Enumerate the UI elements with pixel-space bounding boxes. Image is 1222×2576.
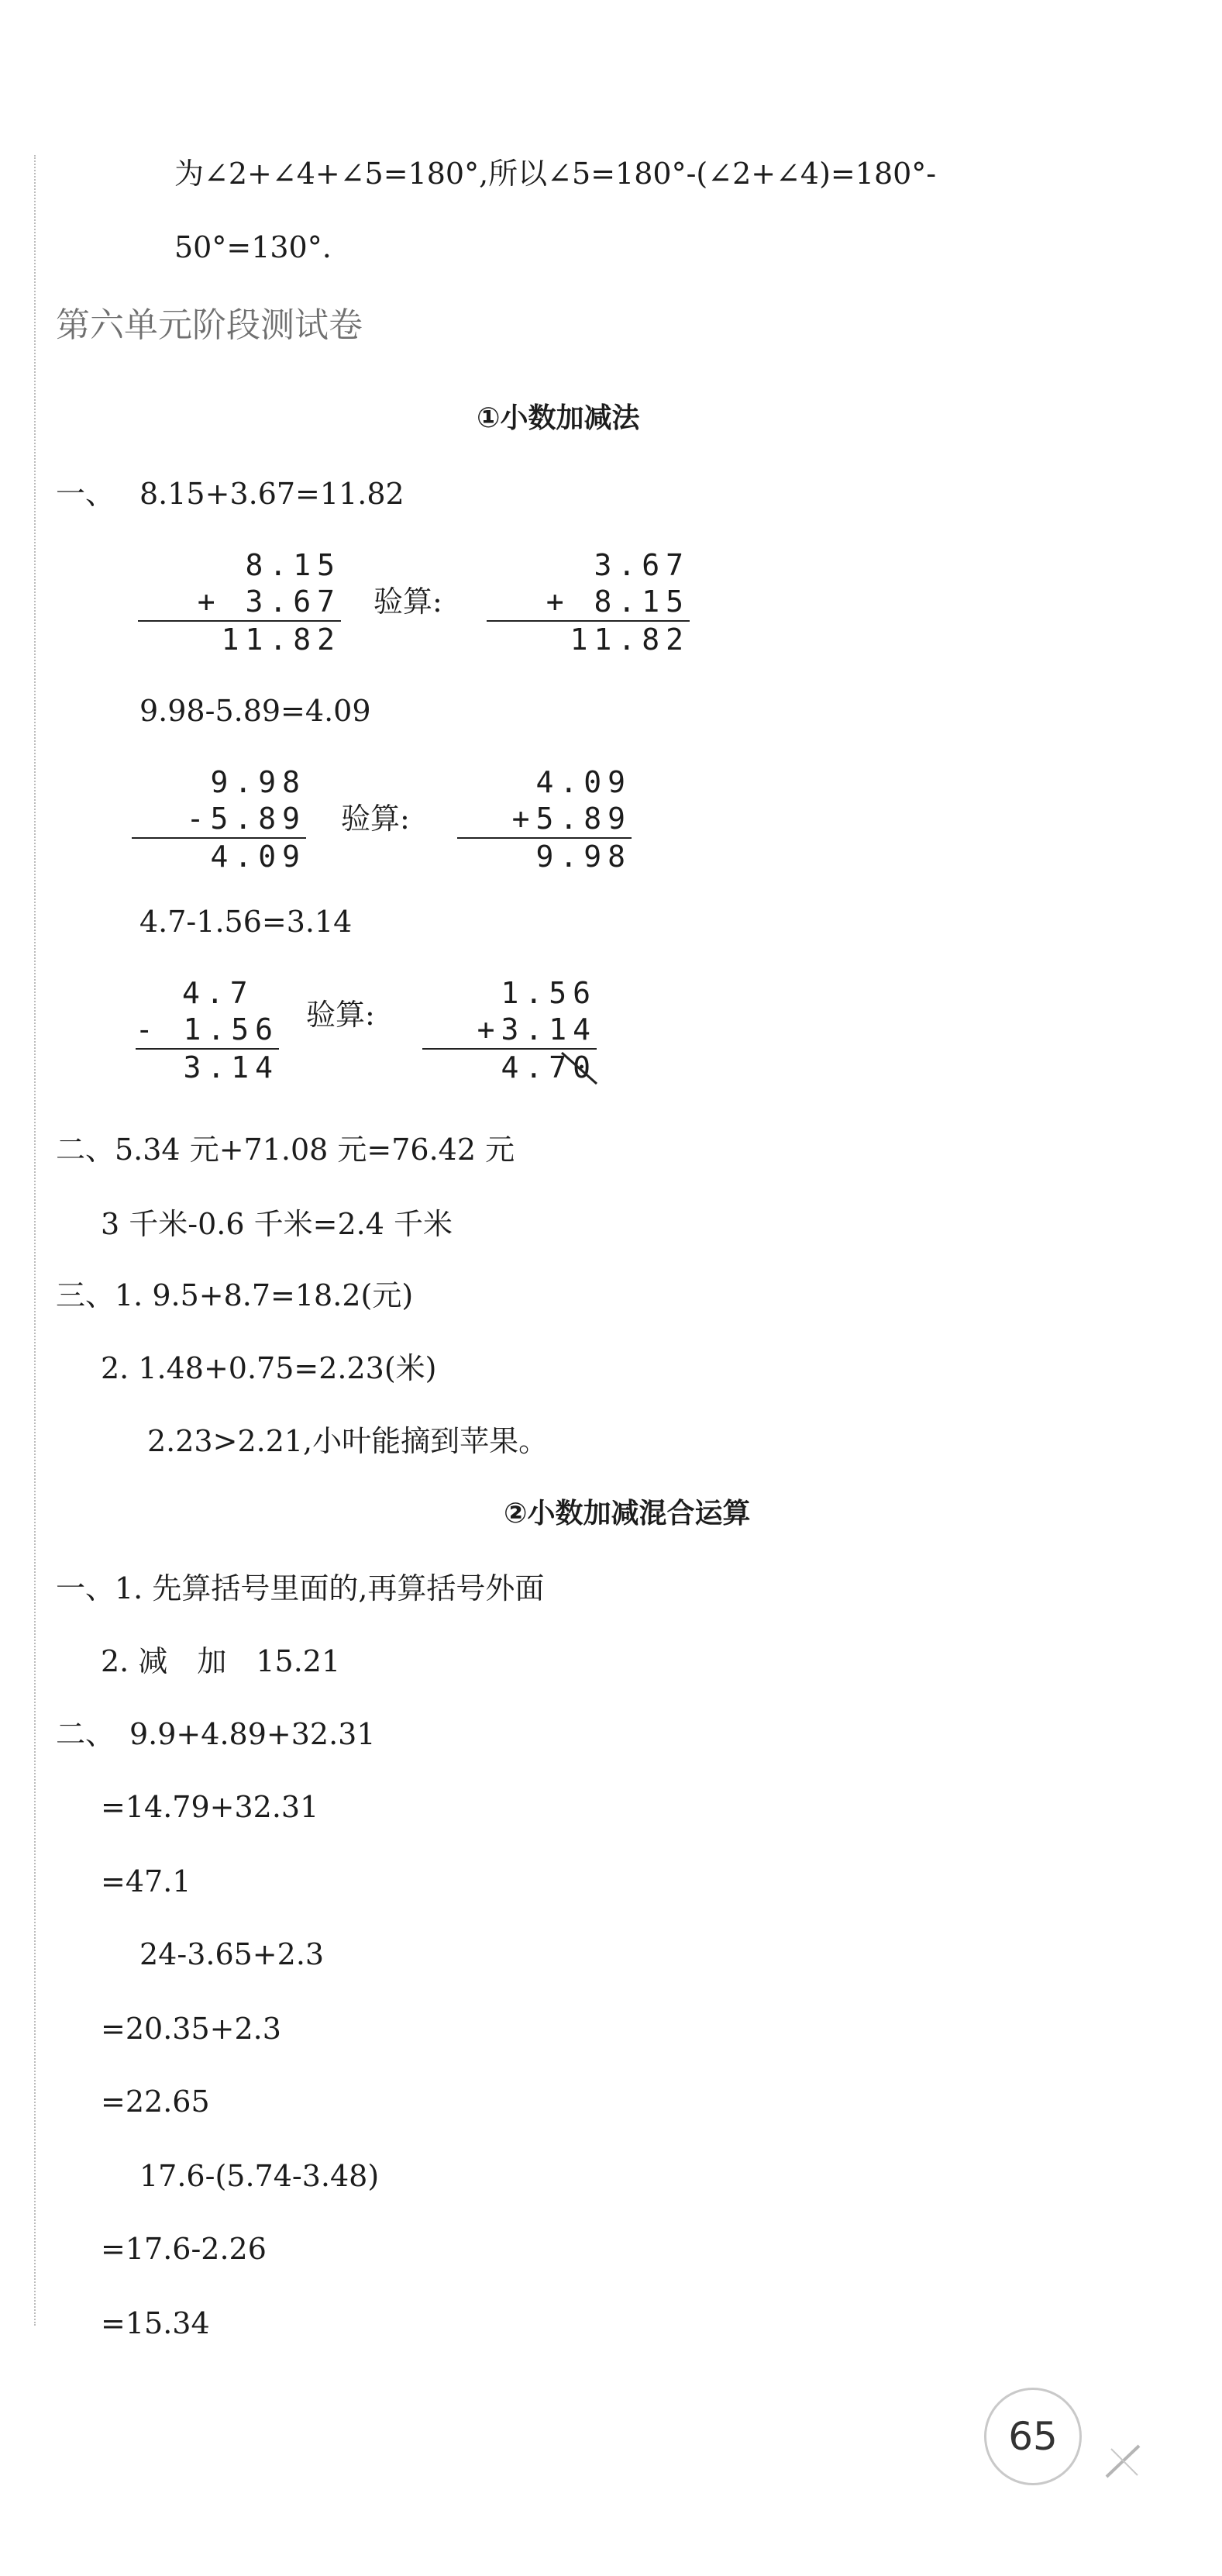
equation: 4.7-1.56=3.14 <box>139 905 353 939</box>
vertical-operand: 4.7 <box>182 976 254 1010</box>
vertical-operand: 9.98 <box>210 765 306 799</box>
vertical-result: 9.98 <box>535 840 632 874</box>
answer-line: 3 千米-0.6 千米=2.4 千米 <box>101 1207 453 1241</box>
vertical-operand: 4.09 <box>535 765 632 799</box>
vertical-operand: + 8.15 <box>546 585 690 619</box>
binding-margin <box>34 155 36 2326</box>
answer-line: =17.6-2.26 <box>101 2232 267 2266</box>
answer-line: 为∠2+∠4+∠5=180°,所以∠5=180°-(∠2+∠4)=180°- <box>174 157 937 191</box>
answer-line: 2. 减 加 15.21 <box>101 1644 341 1678</box>
sum-line <box>138 620 341 622</box>
vertical-operand: - 1.56 <box>135 1012 279 1047</box>
answer-line: =22.65 <box>101 2085 210 2119</box>
vertical-result: 3.14 <box>183 1050 279 1085</box>
check-label: 验算: <box>373 585 442 619</box>
vertical-result: 4.09 <box>210 840 306 874</box>
equation: 8.15+3.67=11.82 <box>139 477 404 511</box>
answer-line: 24-3.65+2.3 <box>139 1937 325 1971</box>
pencil-icon <box>1100 2438 1147 2485</box>
difference-line <box>132 837 306 839</box>
equation: 9.98-5.89=4.09 <box>139 694 371 728</box>
answer-line: =20.35+2.3 <box>101 2012 281 2046</box>
answer-line: 17.6-(5.74-3.48) <box>139 2159 380 2193</box>
check-label: 验算: <box>341 802 410 836</box>
page-number-badge <box>984 2388 1085 2488</box>
vertical-result: 4.70 <box>501 1050 597 1085</box>
subsection-title: ①小数加减法 <box>477 402 640 434</box>
answer-line: 50°=130°. <box>174 230 332 264</box>
answer-line: =47.1 <box>101 1864 191 1898</box>
subsection-title: ②小数加减混合运算 <box>504 1498 751 1529</box>
difference-line <box>136 1048 279 1050</box>
question-label: 一、 <box>56 477 115 511</box>
answer-line: 2. 1.48+0.75=2.23(米) <box>101 1351 437 1385</box>
answer-line: 一、1. 先算括号里面的,再算括号外面 <box>56 1571 545 1605</box>
vertical-operand: -5.89 <box>186 802 306 836</box>
sum-line <box>457 837 632 839</box>
sum-line <box>487 620 690 622</box>
vertical-operand: 1.56 <box>501 976 597 1010</box>
answer-line: =14.79+32.31 <box>101 1790 319 1824</box>
vertical-operand: +5.89 <box>511 802 632 836</box>
page-number: 65 <box>984 2388 1082 2485</box>
vertical-operand: + 3.67 <box>197 585 341 619</box>
vertical-operand: 3.67 <box>594 548 690 582</box>
answer-line: 二、 9.9+4.89+32.31 <box>56 1717 376 1751</box>
answer-line: 2.23>2.21,小叶能摘到苹果。 <box>147 1424 549 1458</box>
vertical-result: 11.82 <box>570 622 690 657</box>
vertical-operand: 8.15 <box>245 548 341 582</box>
answer-line: =15.34 <box>101 2306 210 2340</box>
answer-line: 三、1. 9.5+8.7=18.2(元) <box>56 1278 414 1312</box>
check-label: 验算: <box>306 998 375 1032</box>
section-title: 第六单元阶段测试卷 <box>56 305 363 345</box>
answer-line: 二、5.34 元+71.08 元=76.42 元 <box>56 1133 515 1167</box>
crossout-mark <box>558 1047 604 1089</box>
vertical-result: 11.82 <box>221 622 341 657</box>
vertical-operand: +3.14 <box>477 1012 597 1047</box>
